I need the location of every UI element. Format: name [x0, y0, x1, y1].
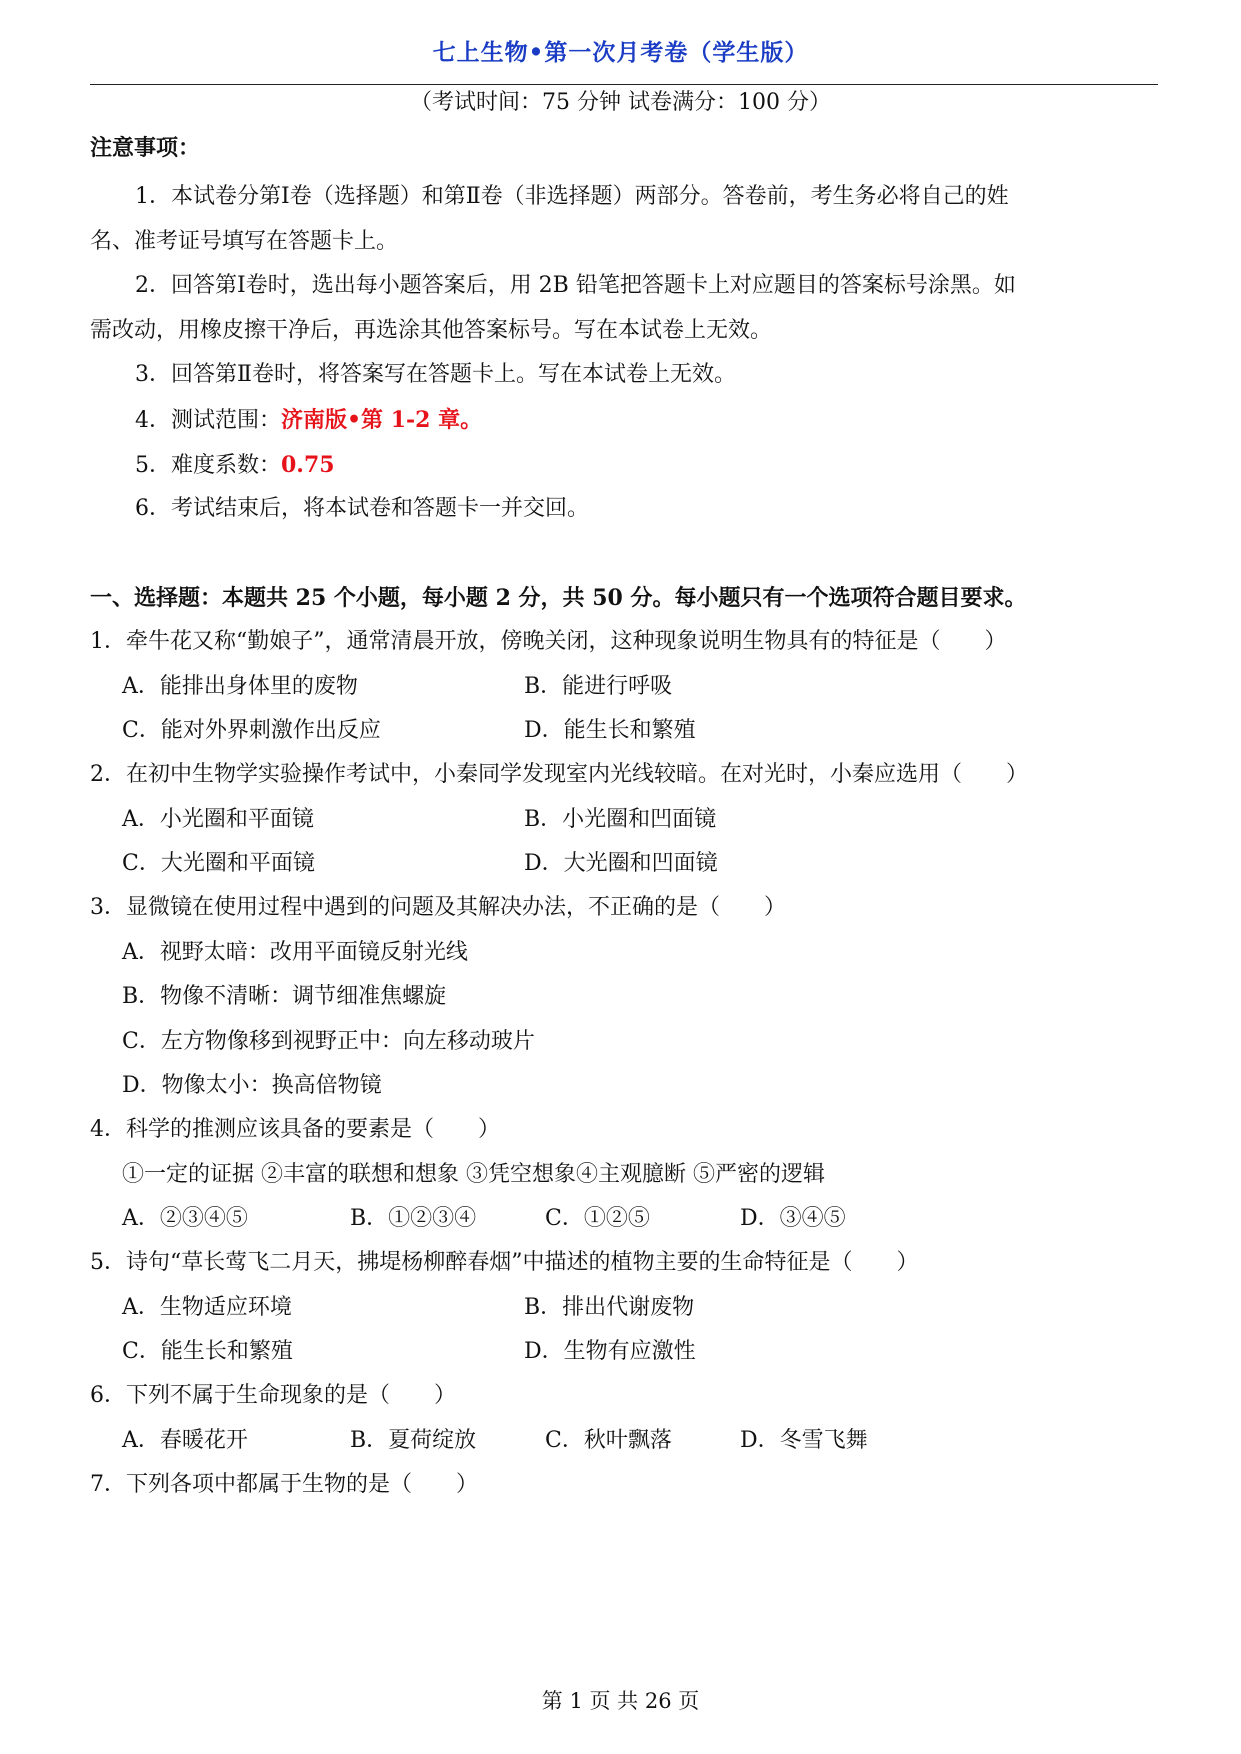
question-3-option-c: C．左方物像移到视野正中：向左移动玻片	[122, 1029, 535, 1054]
question-5-stem: 5．诗句“草长莺飞二月天，拂堤杨柳醉春烟”中描述的植物主要的生命特征是（ ）	[90, 1250, 919, 1275]
question-5-option-d: D．生物有应激性	[524, 1339, 696, 1364]
question-2-option-a: A．小光圈和平面镜	[122, 807, 314, 832]
question-3-option-b: B．物像不清晰：调节细准焦螺旋	[122, 984, 447, 1009]
question-2-stem: 2．在初中生物学实验操作考试中，小秦同学发现室内光线较暗。在对光时，小秦应选用（ ）	[90, 762, 1029, 787]
question-2-option-d: D．大光圈和凹面镜	[524, 851, 718, 876]
question-3-option-d: D．物像太小：换高倍物镜	[122, 1073, 382, 1098]
notice-item-4	[135, 405, 482, 436]
page-title: 七上生物•第一次月考卷（学生版）	[432, 39, 809, 66]
question-4-option-a: A．②③④⑤	[122, 1206, 248, 1231]
notice-item-5-label: 5．难度系数：	[135, 453, 281, 478]
notice-item-2-line-2: 需改动，用橡皮擦干净后，再选涂其他答案标号。写在本试卷上无效。	[90, 318, 773, 343]
question-6-option-d: D．冬雪飞舞	[740, 1428, 868, 1453]
question-5-option-c: C．能生长和繁殖	[122, 1339, 293, 1364]
question-3-stem: 3．显微镜在使用过程中遇到的问题及其解决办法，不正确的是（ ）	[90, 895, 786, 920]
question-3-option-a: A．视野太暗：改用平面镜反射光线	[122, 940, 468, 965]
question-6-stem: 6．下列不属于生命现象的是（ ）	[90, 1383, 456, 1408]
question-4-items: ①一定的证据 ②丰富的联想和想象 ③凭空想象④主观臆断 ⑤严密的逻辑	[122, 1162, 825, 1187]
exam-info: （考试时间：75 分钟 试卷满分：100 分）	[410, 90, 831, 115]
question-5-option-a: A．生物适应环境	[122, 1295, 292, 1320]
question-6-option-a: A．春暖花开	[122, 1428, 248, 1453]
question-1-option-b: B．能进行呼吸	[524, 674, 673, 699]
notice-item-2-line-1: 2．回答第Ⅰ卷时，选出每小题答案后，用 2B 铅笔把答题卡上对应题目的答案标号涂黑。如	[135, 273, 1016, 298]
notice-item-6: 6．考试结束后，将本试卷和答题卡一并交回。	[135, 496, 589, 521]
header-divider	[90, 84, 1158, 85]
question-1-option-d: D．能生长和繁殖	[524, 718, 696, 743]
question-5-option-b: B．排出代谢废物	[524, 1295, 695, 1320]
page-footer: 第 1 页 共 26 页	[541, 1689, 700, 1713]
question-6-option-b: B．夏荷绽放	[350, 1428, 477, 1453]
notice-heading: 注意事项：	[90, 135, 201, 161]
question-4-option-c: C．①②⑤	[545, 1206, 650, 1231]
question-7-stem: 7．下列各项中都属于生物的是（ ）	[90, 1472, 478, 1497]
notice-item-5	[135, 450, 335, 481]
question-4-stem: 4．科学的推测应该具备的要素是（ ）	[90, 1117, 500, 1142]
question-2-option-c: C．大光圈和平面镜	[122, 851, 315, 876]
notice-item-1-line-1: 1．本试卷分第Ⅰ卷（选择题）和第Ⅱ卷（非选择题）两部分。答卷前，考生务必将自己的姓	[135, 184, 1009, 209]
question-4-option-d: D．③④⑤	[740, 1206, 846, 1231]
question-6-option-c: C．秋叶飘落	[545, 1428, 672, 1453]
notice-item-4-label: 4．测试范围：	[135, 408, 281, 433]
question-1-option-a: A．能排出身体里的废物	[122, 674, 358, 699]
section-1-heading: 一、选择题：本题共 25 个小题，每小题 2 分，共 50 分。每小题只有一个选项符合题目要求。	[90, 585, 1027, 611]
question-4-option-b: B．①②③④	[350, 1206, 477, 1231]
notice-item-1-line-2: 名、准考证号填写在答题卡上。	[90, 229, 399, 254]
question-1-stem: 1．牵牛花又称“勤娘子”，通常清晨开放，傍晚关闭，这种现象说明生物具有的特征是（ ）	[90, 629, 1007, 654]
question-1-option-c: C．能对外界刺激作出反应	[122, 718, 381, 743]
question-2-option-b: B．小光圈和凹面镜	[524, 807, 717, 832]
difficulty-value: 0.75	[281, 452, 335, 478]
test-scope-value: 济南版•第 1-2 章。	[281, 407, 483, 433]
notice-item-3: 3．回答第Ⅱ卷时，将答案写在答题卡上。写在本试卷上无效。	[135, 362, 736, 387]
